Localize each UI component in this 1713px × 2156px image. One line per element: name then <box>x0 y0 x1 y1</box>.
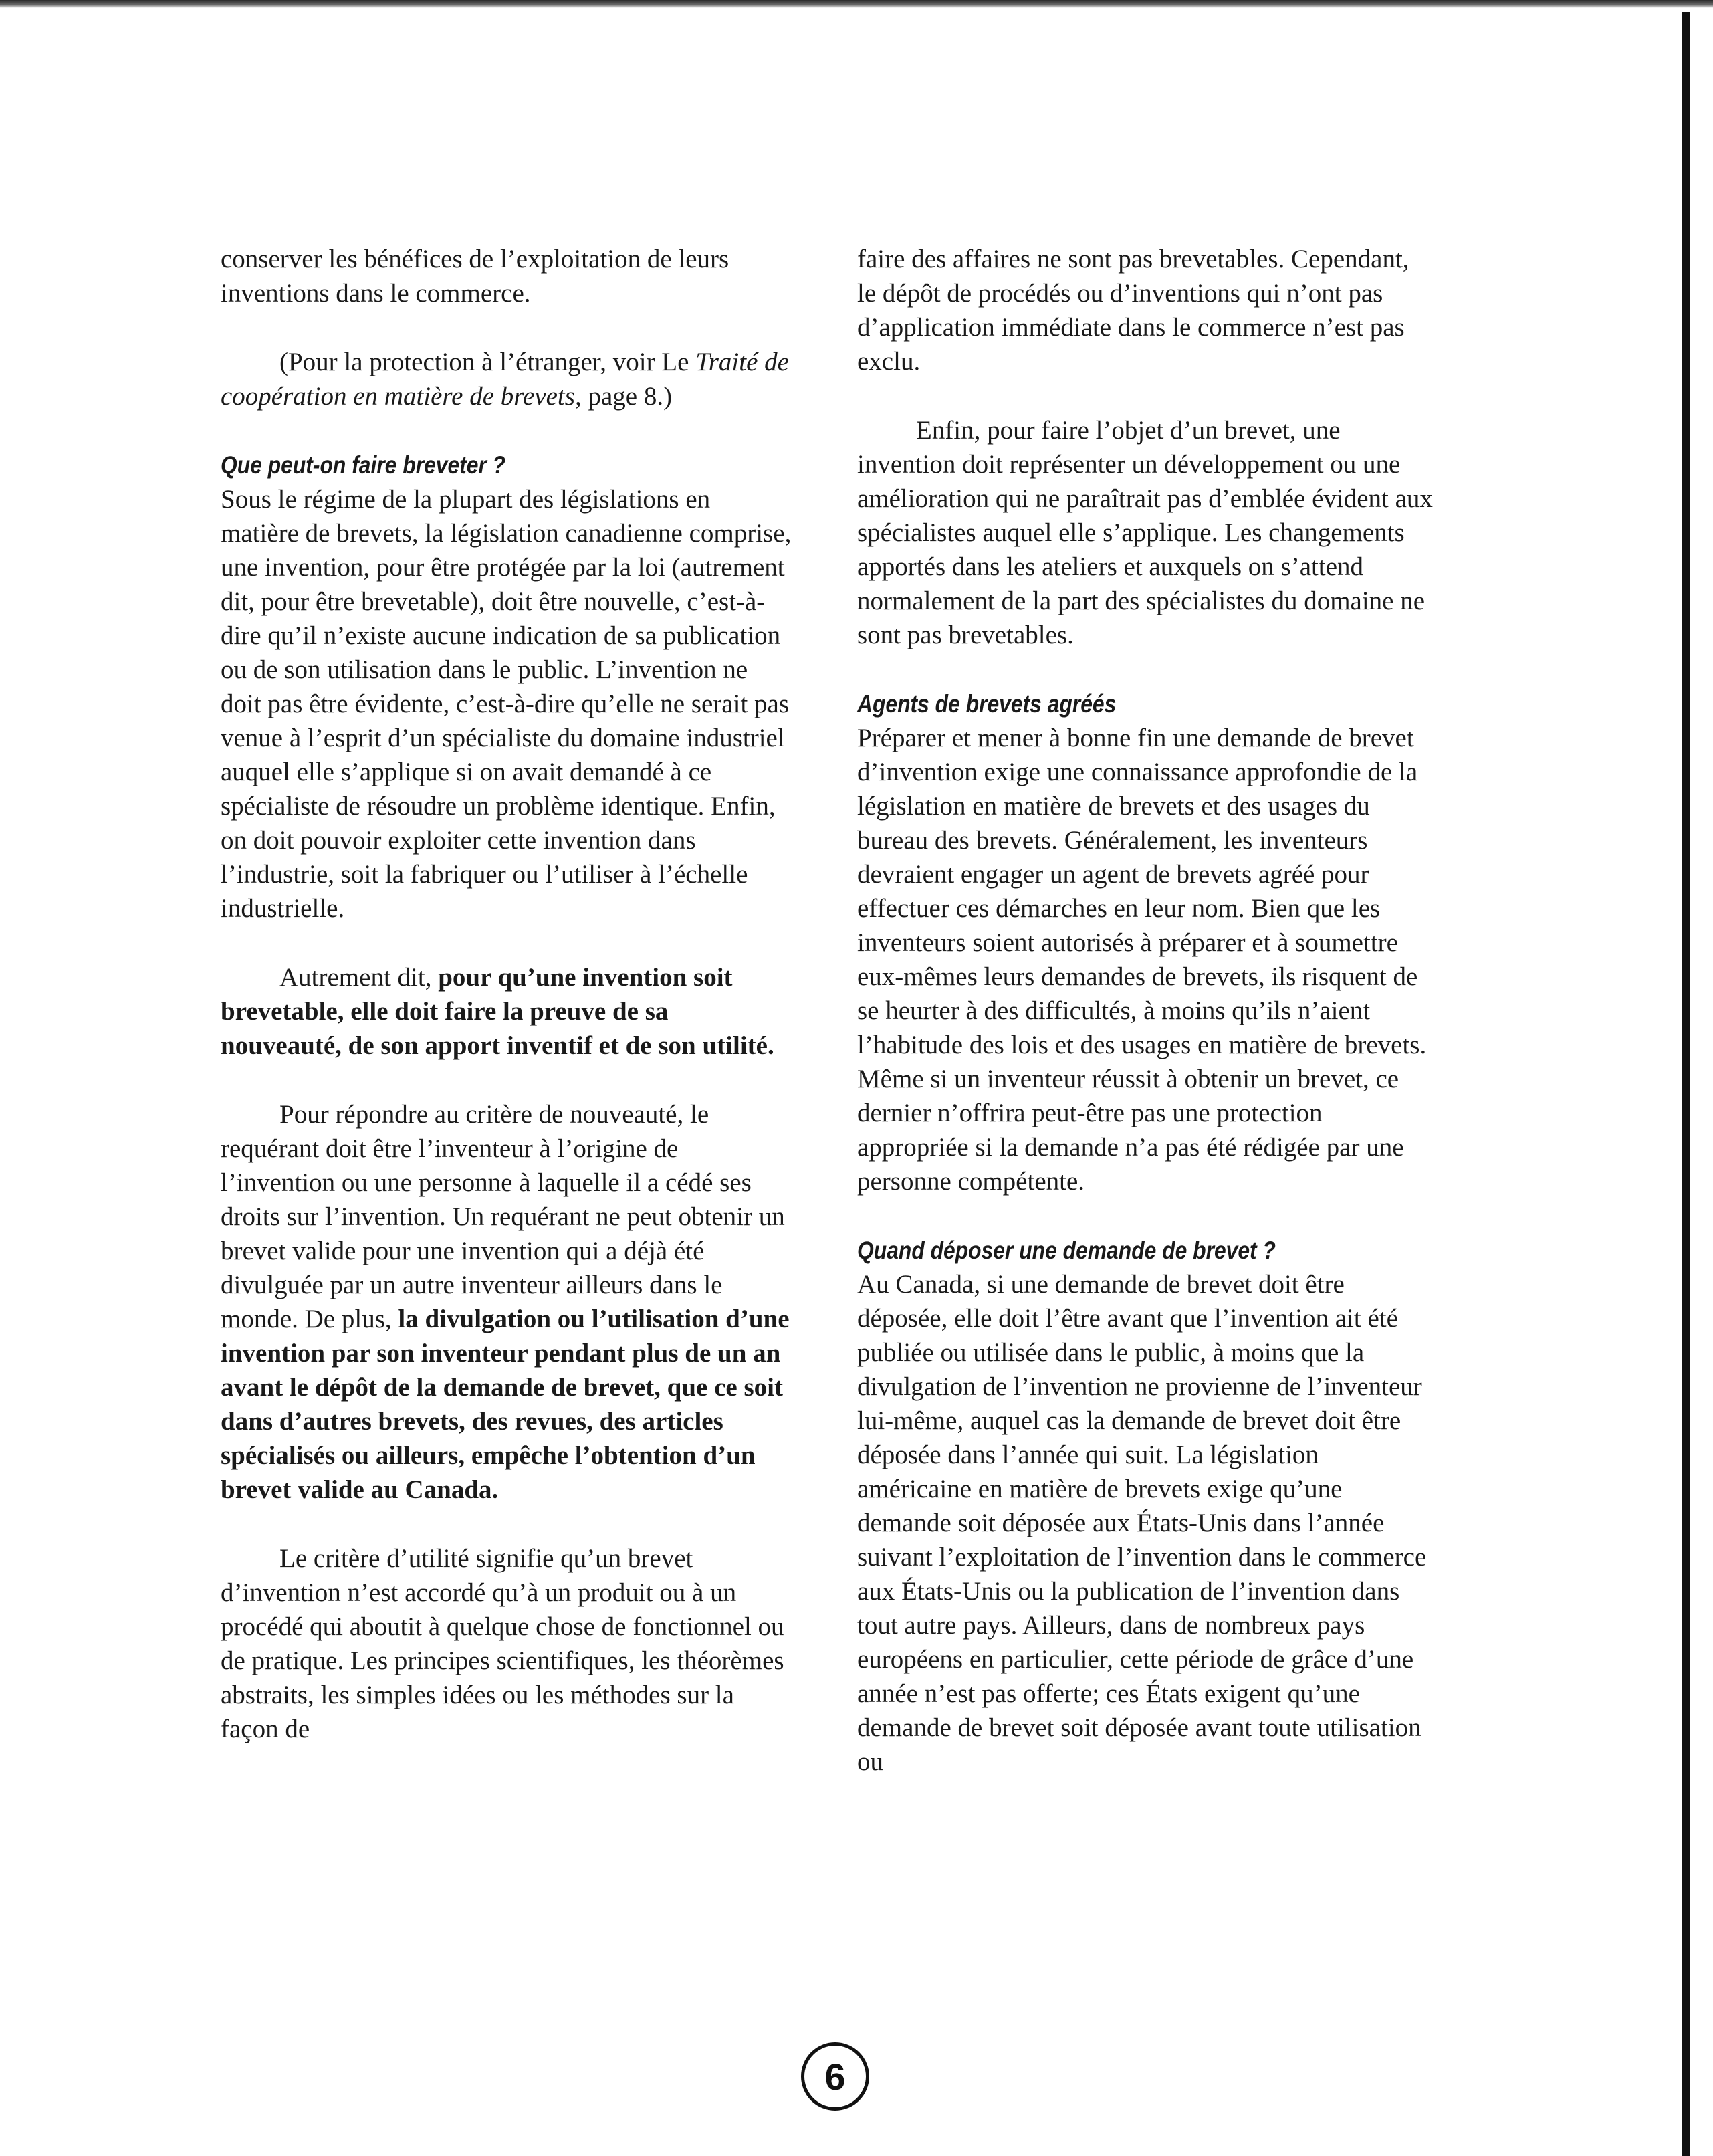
paragraph-autrement-dit <box>221 960 794 1063</box>
autrement-dit-start: Autrement dit, <box>279 963 439 992</box>
protection-text-end: page 8.) <box>581 382 673 411</box>
page-number: 6 <box>824 2055 846 2098</box>
heading-agents-de-brevets: Agents de brevets agréés <box>857 690 1117 718</box>
heading-que-peut-on-faire-breveter: Que peut-on faire breveter ? <box>221 451 506 479</box>
paragraph-preparer-demande: Préparer et mener à bonne fin une demande de brevet d’invention exige une connaissance approfondie de la législation en matière de brevets et des usages du bureau des brevets. Généralement, les inventeurs devraient engager un agent de brevets agréé pour effectuer ces démarches en leur nom. Bien que les inventeurs soient autorisés à préparer et à soumettre eux-mêmes leurs demandes de brevets, ils risquent de se heurter à des difficultés, à moins qu’ils n’aient l’habitude des lois et des usages en matière de brevets. Même si un inventeur réussit à obtenir un brevet, ce dernier n’offrira peut-être pas une protection appropriée si la demande n’a pas été rédigée par une personne compétente. <box>857 724 1427 1196</box>
paragraph-au-canada: Au Canada, si une demande de brevet doit être déposée, elle doit l’être avant que l’invention ait été publiée ou utilisée dans le public, à moins que la divulgation de l’invention ne provienne de l’inventeur lui-même, auquel cas la demande de brevet doit être déposée dans l’année qui suit. La législation américaine en matière de brevets exige qu’une demande soit déposée aux États-Unis dans l’année suivant l’exploitation de l’invention dans le commerce aux États-Unis ou la publication de l’invention dans tout autre pays. Ailleurs, dans de nombreux pays européens en particulier, cette période de grâce d’une année n’est pas offerte; ces États exigent qu’une demande de brevet soit déposée avant toute utilisation ou <box>857 1270 1427 1776</box>
paragraph-faire-des-affaires: faire des affaires ne sont pas brevetables. Cependant, le dépôt de procédés ou d’inventions qui n’ont pas d’application immédiate dans le commerce n’est pas exclu. <box>857 245 1409 376</box>
page-number-badge <box>801 2042 869 2111</box>
paragraph-protection-etranger <box>221 345 794 413</box>
paragraph-conserver: conserver les bénéfices de l’exploitation de leurs inventions dans le commerce. <box>221 245 729 308</box>
paragraph-enfin-brevet: Enfin, pour faire l’objet d’un brevet, une invention doit représenter un développement ou une amélioration qui ne paraîtrait pas d’emblée évident aux spécialistes auquel elle s’applique. Les changements apportés dans les ateliers et auxquels on s’attend normalement de la part des spécialistes du domaine ne sont pas brevetables. <box>857 416 1433 649</box>
paragraph-regime-legislations: Sous le régime de la plupart des législations en matière de brevets, la législation canadienne comprise, une invention, pour être protégée par la loi (autrement dit, pour être brevetable), doit être nouvelle, c’est-à-dire qu’il n’existe aucune indication de sa publication ou de son utilisation dans le public. L’invention ne doit pas être évidente, c’est-à-dire qu’elle ne serait pas venue à l’esprit d’un spécialiste du domaine industriel auquel elle s’applique si on avait demandé à ce spécialiste de résoudre un problème identique. Enfin, on doit pouvoir exploiter cette invention dans l’industrie, soit la fabriquer ou l’utiliser à l’échelle industrielle. <box>221 485 792 923</box>
paragraph-critere-nouveaute <box>221 1097 794 1507</box>
critere-nouveaute-bold: la divulgation ou l’utilisation d’une invention par son inventeur pendant plus de un an avant le dépôt de la demande de brevet, que ce soit dans d’autres brevets, des revues, des articles spécialisés ou ailleurs, empêche l’obtention d’un brevet valide au Canada. <box>221 1305 790 1504</box>
critere-nouveaute-text: Pour répondre au critère de nouveauté, le requérant doit être l’inventeur à l’origine de l’invention ou une personne à laquelle il a cédé ses droits sur l’invention. Un requérant ne peut obtenir un brevet valide pour une invention qui a déjà été divulguée par un autre inventeur ailleurs dans le monde. De plus, <box>221 1100 785 1333</box>
right-column <box>857 242 1434 1814</box>
left-column <box>221 242 794 1781</box>
heading-quand-deposer: Quand déposer une demande de brevet ? <box>857 1236 1276 1264</box>
protection-text-start: (Pour la protection à l’étranger, voir Le <box>279 348 696 376</box>
scan-right-edge <box>1682 12 1690 2156</box>
scan-top-edge <box>0 0 1713 8</box>
paragraph-critere-utilite: Le critère d’utilité signifie qu’un brevet d’invention n’est accordé qu’à un produit ou à un procédé qui aboutit à quelque chose de fonctionnel ou de pratique. Les principes scientifiques, les théorèmes abstraits, les simples idées ou les méthodes sur la façon de <box>221 1544 784 1743</box>
autrement-dit-bold: pour qu’une invention soit brevetable, elle doit faire la preuve de sa nouveauté, de son apport inventif et de son utilité. <box>221 963 774 1060</box>
treaty-title: Traité de coopération en matière de brevets, <box>221 348 789 411</box>
